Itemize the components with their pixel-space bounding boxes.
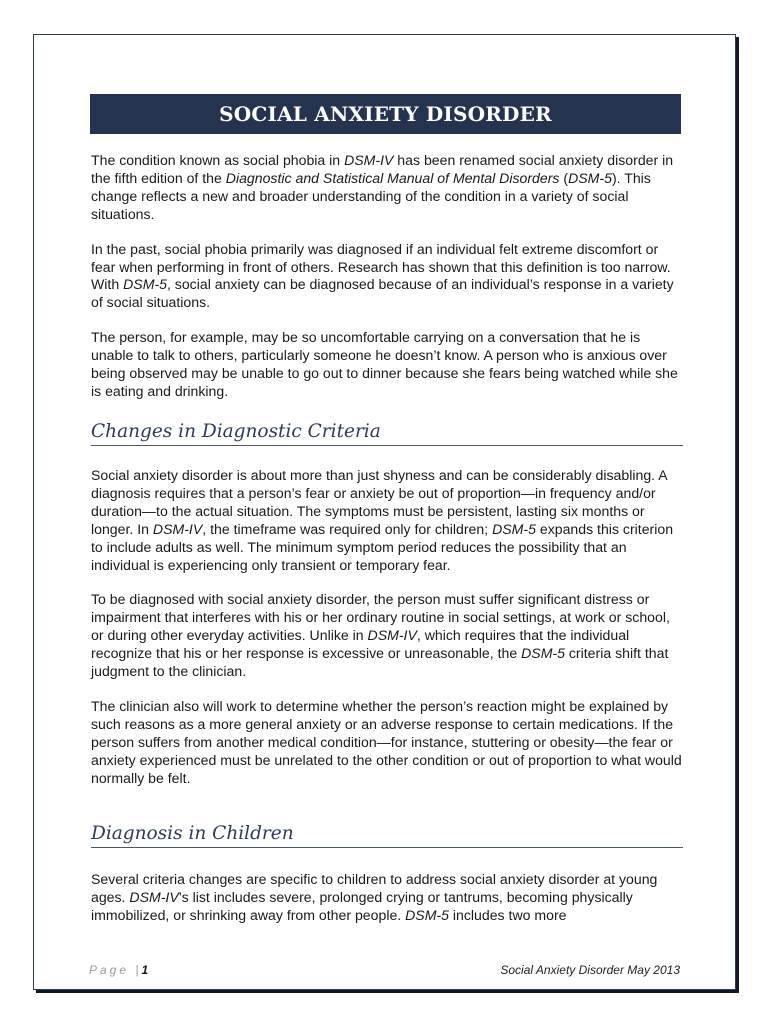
italic-term: DSM-5 bbox=[405, 906, 449, 923]
text-run: In the past, social phobia primarily was diagnosed if an individual felt extreme discomfort or fear when performing in front of others. Research has shown that this definition is too narrow. With bbox=[91, 240, 671, 293]
text-run: has been renamed social anxiety disorder in the fifth edition of the bbox=[91, 152, 674, 186]
text-run: expands this criterion to include adults as well. The minimum symptom period reduces the possibility that an individual is experiencing only transient or temporary fear. bbox=[91, 520, 674, 573]
section-heading: Changes in Diagnostic Criteria bbox=[91, 421, 683, 446]
text-run: To be diagnosed with social anxiety disorder, the person must suffer significant distress or impairment that interferes with his or her ordinary routine in social settings, at work or school, or during other everyday activities. Unlike in bbox=[91, 591, 670, 644]
text-run: Several criteria changes are specific to children to address social anxiety disorder at young ages. bbox=[91, 871, 658, 905]
page-number-footer bbox=[89, 963, 148, 977]
paragraph bbox=[91, 467, 683, 574]
section-changes-in-criteria bbox=[91, 421, 683, 446]
intro-block bbox=[91, 152, 683, 401]
italic-term: DSM-IV bbox=[344, 152, 394, 168]
text-run: includes two more bbox=[448, 906, 567, 923]
italic-term: DSM-5 bbox=[521, 645, 565, 662]
document-title: SOCIAL ANXIETY DISORDER bbox=[90, 94, 681, 134]
paragraph bbox=[91, 329, 683, 401]
text-run: ). This change reflects a new and broader understanding of the condition in a variety of social situations. bbox=[91, 169, 651, 222]
section-changes-body bbox=[91, 467, 683, 788]
document-footer-title: Social Anxiety Disorder May 2013 bbox=[500, 963, 680, 977]
section-children-body bbox=[91, 871, 683, 925]
italic-term: Diagnostic and Statistical Manual of Mental Disorders bbox=[225, 169, 560, 186]
text-run: Social anxiety disorder is about more than just shyness and can be considerably disabling. A diagnosis requires that a person’s fear or anxiety be out of proportion—in frequency and/or duration—to the actual situation. The symptoms must be persistent, lasting six months or longer. In bbox=[91, 467, 667, 537]
paragraph bbox=[91, 152, 683, 224]
text-run: The person, for example, may be so uncomfortable carrying on a conversation that he is unable to talk to others, particularly someone he doesn’t know. A person who is anxious over being observed may be unable to go out to dinner because she fears being watched while she is eating and drinking. bbox=[91, 329, 678, 399]
text-run: , social anxiety can be diagnosed because of an individual’s response in a variety of social situations. bbox=[91, 276, 674, 311]
text-run: criteria shift that judgment to the clinician. bbox=[91, 645, 669, 680]
paragraph bbox=[91, 241, 683, 313]
paragraph bbox=[91, 591, 683, 681]
text-run: The condition known as social phobia in bbox=[91, 152, 345, 168]
text-run: The clinician also will work to determine whether the person’s reaction might be explained by such reasons as a more general anxiety or an adverse response to certain medications. If the person suffers from another medical condition—for instance, stuttering or obesity—the fear or anxiety experienced must be unrelated to the other condition or out of proportion to what would normally be felt. bbox=[91, 697, 682, 786]
text-run: ( bbox=[559, 169, 569, 186]
text-run: ’s list includes severe, prolonged crying or tantrums, becoming physically immobilized, or shrinking away from other people. bbox=[91, 888, 633, 923]
text-run: , which requires that the individual recognize that his or her response is excessive or unreasonable, the bbox=[91, 627, 630, 662]
italic-term: DSM-5 bbox=[492, 520, 536, 537]
italic-term: DSM-IV bbox=[367, 627, 417, 644]
paragraph bbox=[91, 698, 683, 788]
italic-term: DSM-IV bbox=[129, 888, 179, 905]
page-number: 1 bbox=[141, 963, 149, 977]
italic-term: DSM-5 bbox=[568, 169, 612, 186]
text-run: , the timeframe was required only for children; bbox=[202, 520, 493, 537]
page-label: Page | bbox=[89, 963, 142, 977]
section-heading: Diagnosis in Children bbox=[91, 823, 683, 848]
section-diagnosis-children bbox=[91, 823, 683, 848]
italic-term: DSM-IV bbox=[152, 520, 203, 537]
document-page bbox=[33, 34, 736, 990]
italic-term: DSM-5 bbox=[123, 276, 167, 293]
paragraph bbox=[91, 871, 683, 925]
